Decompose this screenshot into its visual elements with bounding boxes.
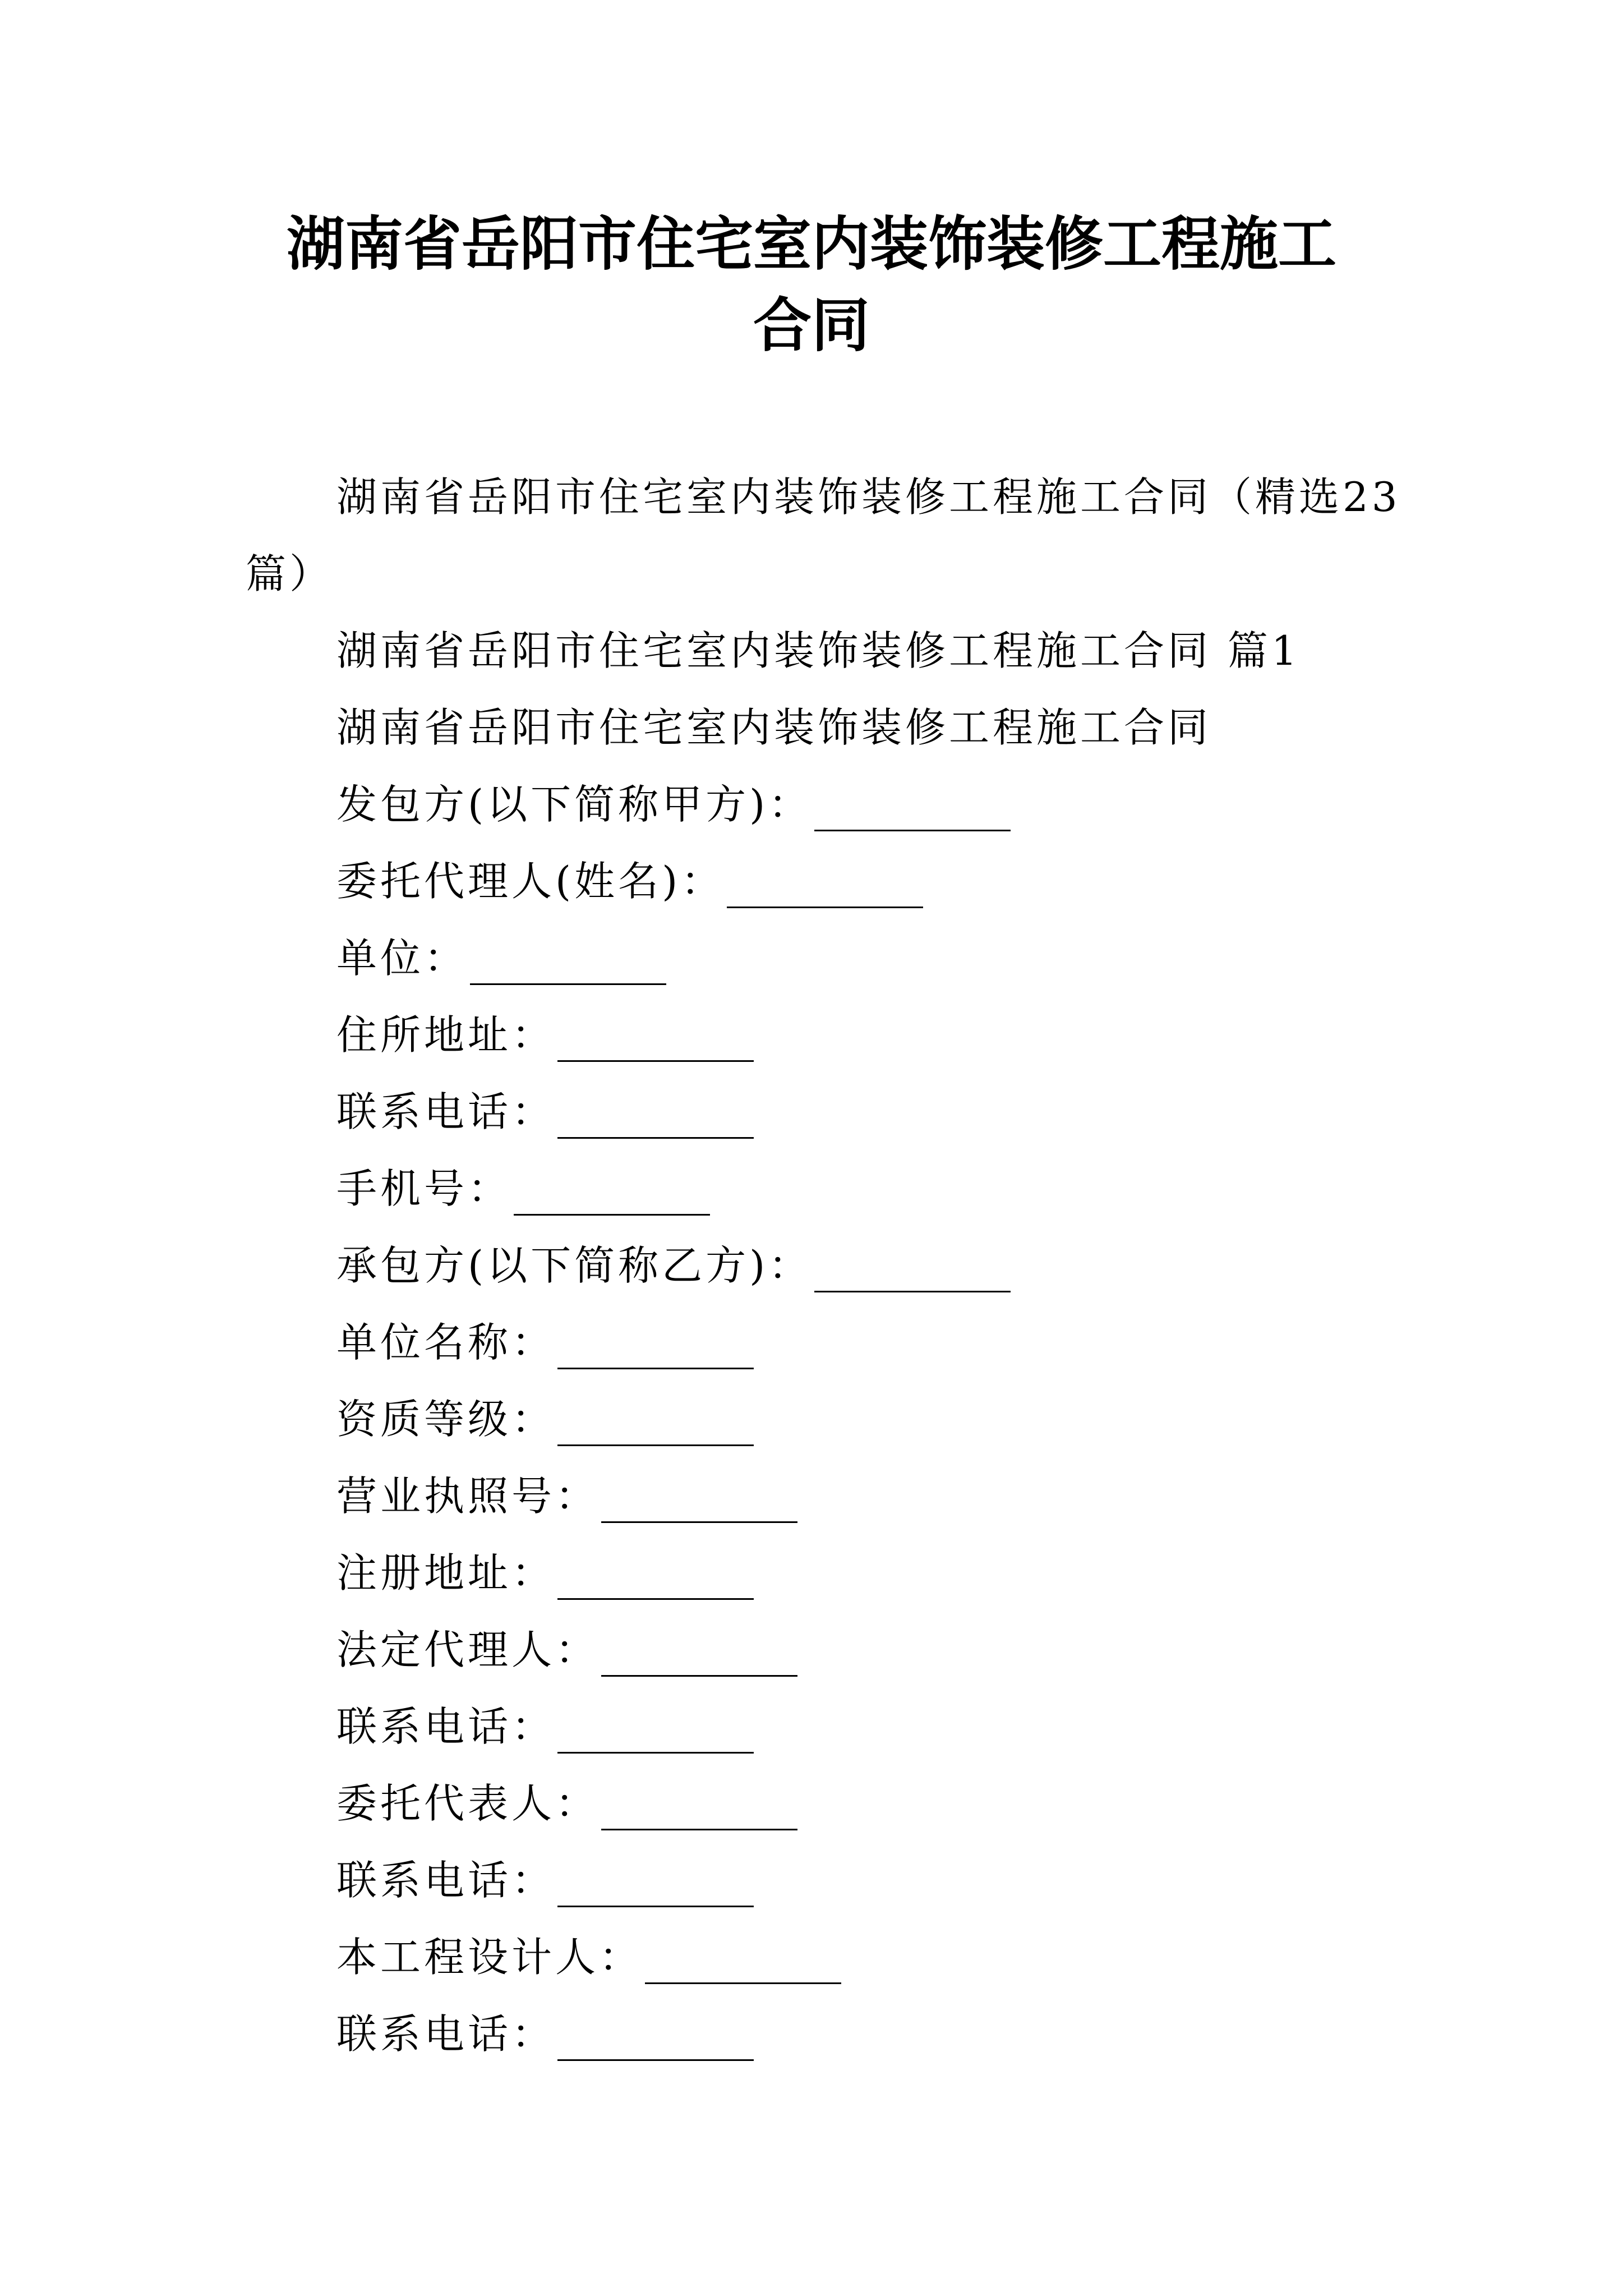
field-row-client	[336, 777, 1011, 831]
intro-line-2: 篇）	[246, 550, 334, 597]
field-row-client-mobile	[336, 1162, 710, 1216]
field-label: 注册地址：	[336, 1549, 556, 1596]
fill-in-blank	[470, 944, 666, 985]
fill-in-blank	[557, 1559, 754, 1600]
fill-in-blank	[514, 1175, 710, 1216]
section-heading: 湖南省岳阳市住宅室内装饰装修工程施工合同 篇1	[336, 627, 1301, 674]
field-row-registered-address	[336, 1546, 754, 1600]
field-label: 单位：	[336, 935, 468, 982]
field-label: 法定代理人：	[336, 1626, 600, 1673]
field-row-qualification	[336, 1392, 754, 1446]
field-row-contractor	[336, 1239, 1011, 1292]
field-row-delegate-phone	[336, 1853, 754, 1907]
field-row-client-phone	[336, 1085, 754, 1139]
document-title-line-1: 湖南省岳阳市住宅室内装饰装修工程施工	[286, 210, 1336, 278]
field-label: 营业执照号：	[336, 1473, 600, 1520]
field-label: 发包方(以下简称甲方)：	[336, 781, 813, 828]
fill-in-blank	[557, 1866, 754, 1907]
contract-name: 湖南省岳阳市住宅室内装饰装修工程施工合同	[336, 704, 1212, 751]
field-label: 资质等级：	[336, 1396, 556, 1443]
fill-in-blank	[601, 1636, 797, 1677]
field-label: 委托代表人：	[336, 1780, 600, 1827]
field-row-legal-representative	[336, 1623, 797, 1677]
field-row-delegate	[336, 1777, 797, 1830]
field-row-designer-phone	[336, 2007, 754, 2061]
field-label: 联系电话：	[336, 1857, 556, 1904]
field-row-client-address	[336, 1008, 754, 1062]
field-row-designer	[336, 1930, 841, 1984]
field-row-legal-phone	[336, 1700, 754, 1754]
field-row-client-unit	[336, 931, 666, 985]
fill-in-blank	[601, 1789, 797, 1830]
field-label: 手机号：	[336, 1165, 512, 1212]
field-label: 承包方(以下简称乙方)：	[336, 1242, 813, 1289]
field-label: 联系电话：	[336, 2010, 556, 2058]
field-label: 联系电话：	[336, 1088, 556, 1135]
fill-in-blank	[727, 867, 923, 908]
fill-in-blank	[814, 1251, 1011, 1292]
intro-line-1: 湖南省岳阳市住宅室内装饰装修工程施工合同（精选23	[336, 473, 1401, 521]
fill-in-blank	[814, 790, 1011, 831]
document-title-line-2: 合同	[753, 291, 870, 360]
fill-in-blank	[557, 1098, 754, 1139]
fill-in-blank	[645, 1943, 841, 1984]
field-row-contractor-name	[336, 1315, 754, 1369]
field-row-license	[336, 1469, 797, 1523]
fill-in-blank	[557, 1405, 754, 1446]
fill-in-blank	[557, 2020, 754, 2061]
fill-in-blank	[557, 1021, 754, 1062]
fill-in-blank	[557, 1328, 754, 1369]
fill-in-blank	[557, 1713, 754, 1754]
field-label: 委托代理人(姓名)：	[336, 858, 725, 905]
field-label: 住所地址：	[336, 1011, 556, 1059]
field-label: 单位名称：	[336, 1319, 556, 1366]
field-row-client-agent	[336, 854, 923, 908]
field-label: 本工程设计人：	[336, 1934, 643, 1981]
field-label: 联系电话：	[336, 1703, 556, 1750]
fill-in-blank	[601, 1482, 797, 1523]
